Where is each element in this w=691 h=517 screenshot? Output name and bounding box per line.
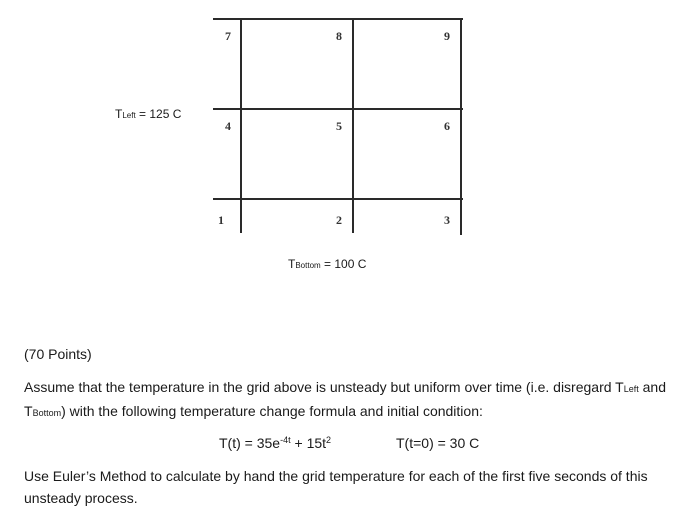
left-boundary-label [115,107,181,121]
bottom-boundary-subscript: Bottom [295,261,321,270]
formula-exponent-2: 2 [326,435,332,445]
bottom-boundary-value: = 100 C [320,257,367,271]
formula-lhs: T(t) = 35e [219,435,281,451]
node-9-label: 9 [444,29,450,43]
temperature-formula [219,432,331,454]
node-6-label: 6 [444,119,450,133]
left-boundary-prefix: T [115,107,123,121]
para1-start: Assume that the temperature in the grid above is unsteady but uniform over time (i.e. disregard T [24,379,624,395]
initial-condition: T(t=0) = 30 C [396,435,480,451]
node-2-label: 2 [336,213,342,227]
node-3-label: 3 [444,213,450,227]
problem-paragraph-2: Use Euler’s Method to calculate by hand the grid temperature for each of the first five seconds of this unsteady process. [24,468,648,506]
para1-middle: and T [24,379,666,419]
para1-sub-left: Left [623,384,639,394]
node-4-label: 4 [225,119,231,133]
para1-end: ) with the following temperature change formula and initial condition: [61,403,483,419]
left-boundary-value: = 125 C [135,107,182,121]
node-7-label: 7 [225,29,231,43]
node-1-label: 1 [218,213,224,227]
grid-lines [205,15,465,239]
points-label: (70 Points) [24,346,92,362]
node-grid [205,15,465,239]
node-8-label: 8 [336,29,342,43]
problem-paragraph-1 [24,376,679,424]
node-5-label: 5 [336,119,342,133]
bottom-boundary-label [288,257,366,271]
left-boundary-subscript: Left [122,111,136,120]
para1-sub-bottom: Bottom [32,408,62,418]
formula-mid: + 15t [290,435,327,451]
bottom-boundary-prefix: T [288,257,296,271]
formula-exponent-1: -4t [280,435,291,445]
